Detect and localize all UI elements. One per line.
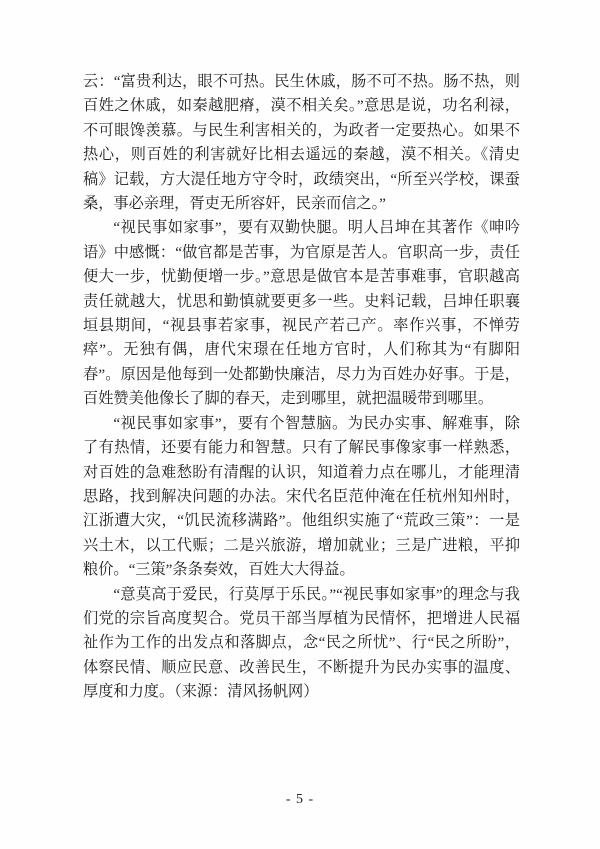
paragraph-2: “视民事如家事”，要有双勤快腿。明人吕坤在其著作《呻吟语》中感慨：“做官都是苦事，为官原是苦人。官职高一步，责任便大一步，忧勤便增一步。”意思是做官本是苦事难事，官职越高责任就越大，忧思和勤慎就要更多一些。史料记载，吕坤任职襄垣县期间，“视县事若家事，视民产若己产。率作兴事，不惮劳瘁”。无独有偶，唐代宋璟在任地方官时，人们称其为“有脚阳春”。原因是他每到一处都勤快廉洁，尽力为百姓办好事。于是，百姓赞美他像长了脚的春天，走到哪里，就把温暖带到哪里。 (83, 219, 520, 408)
page-number: - 5 - (285, 792, 315, 807)
paragraph-4: “意莫高于爱民，行莫厚于乐民。”“视民事如家事”的理念与我们党的宗旨高度契合。党员干部当厚植为民情怀，把增进人民福祉作为工作的出发点和落脚点，念“民之所忧”、行“民之所盼”，体察民情、顺应民意、改善民生，不断提升为民办实事的温度、厚度和力度。（来源：清风扬帆网） (83, 585, 520, 701)
paragraph-3: “视民事如家事”，要有个智慧脑。为民办实事、解难事，除了有热情，还要有能力和智慧。只有了解民事像家事一样熟悉，对百姓的急难愁盼有清醒的认识，知道着力点在哪儿，才能理清思路，找到解决问题的办法。宋代名臣范仲淹在任杭州知州时，江浙遭大灾，“饥民流移满路”。他组织实施了“荒政三策”：一是兴土木，以工代赈；二是兴旅游，增加就业；三是广进粮，平抑粮价。“三策”条条奏效，百姓大大得益。 (83, 414, 520, 579)
paragraph-1: 云：“富贵利达，眼不可热。民生休戚，肠不可不热。肠不热，则百姓之休戚，如秦越肥瘠，漠不相关矣。”意思是说，功名利禄，不可眼馋羡慕。与民生利害相关的，为政者一定要热心。如果不热心，则百姓的利害就好比相去遥远的秦越，漠不相关。《清史稿》记载，方大湜任地方守令时，政绩突出，“所至兴学校，课蚕桑，事必亲理，胥吏无所容奸，民亲而信之。” (83, 73, 520, 213)
document-body (83, 70, 520, 705)
